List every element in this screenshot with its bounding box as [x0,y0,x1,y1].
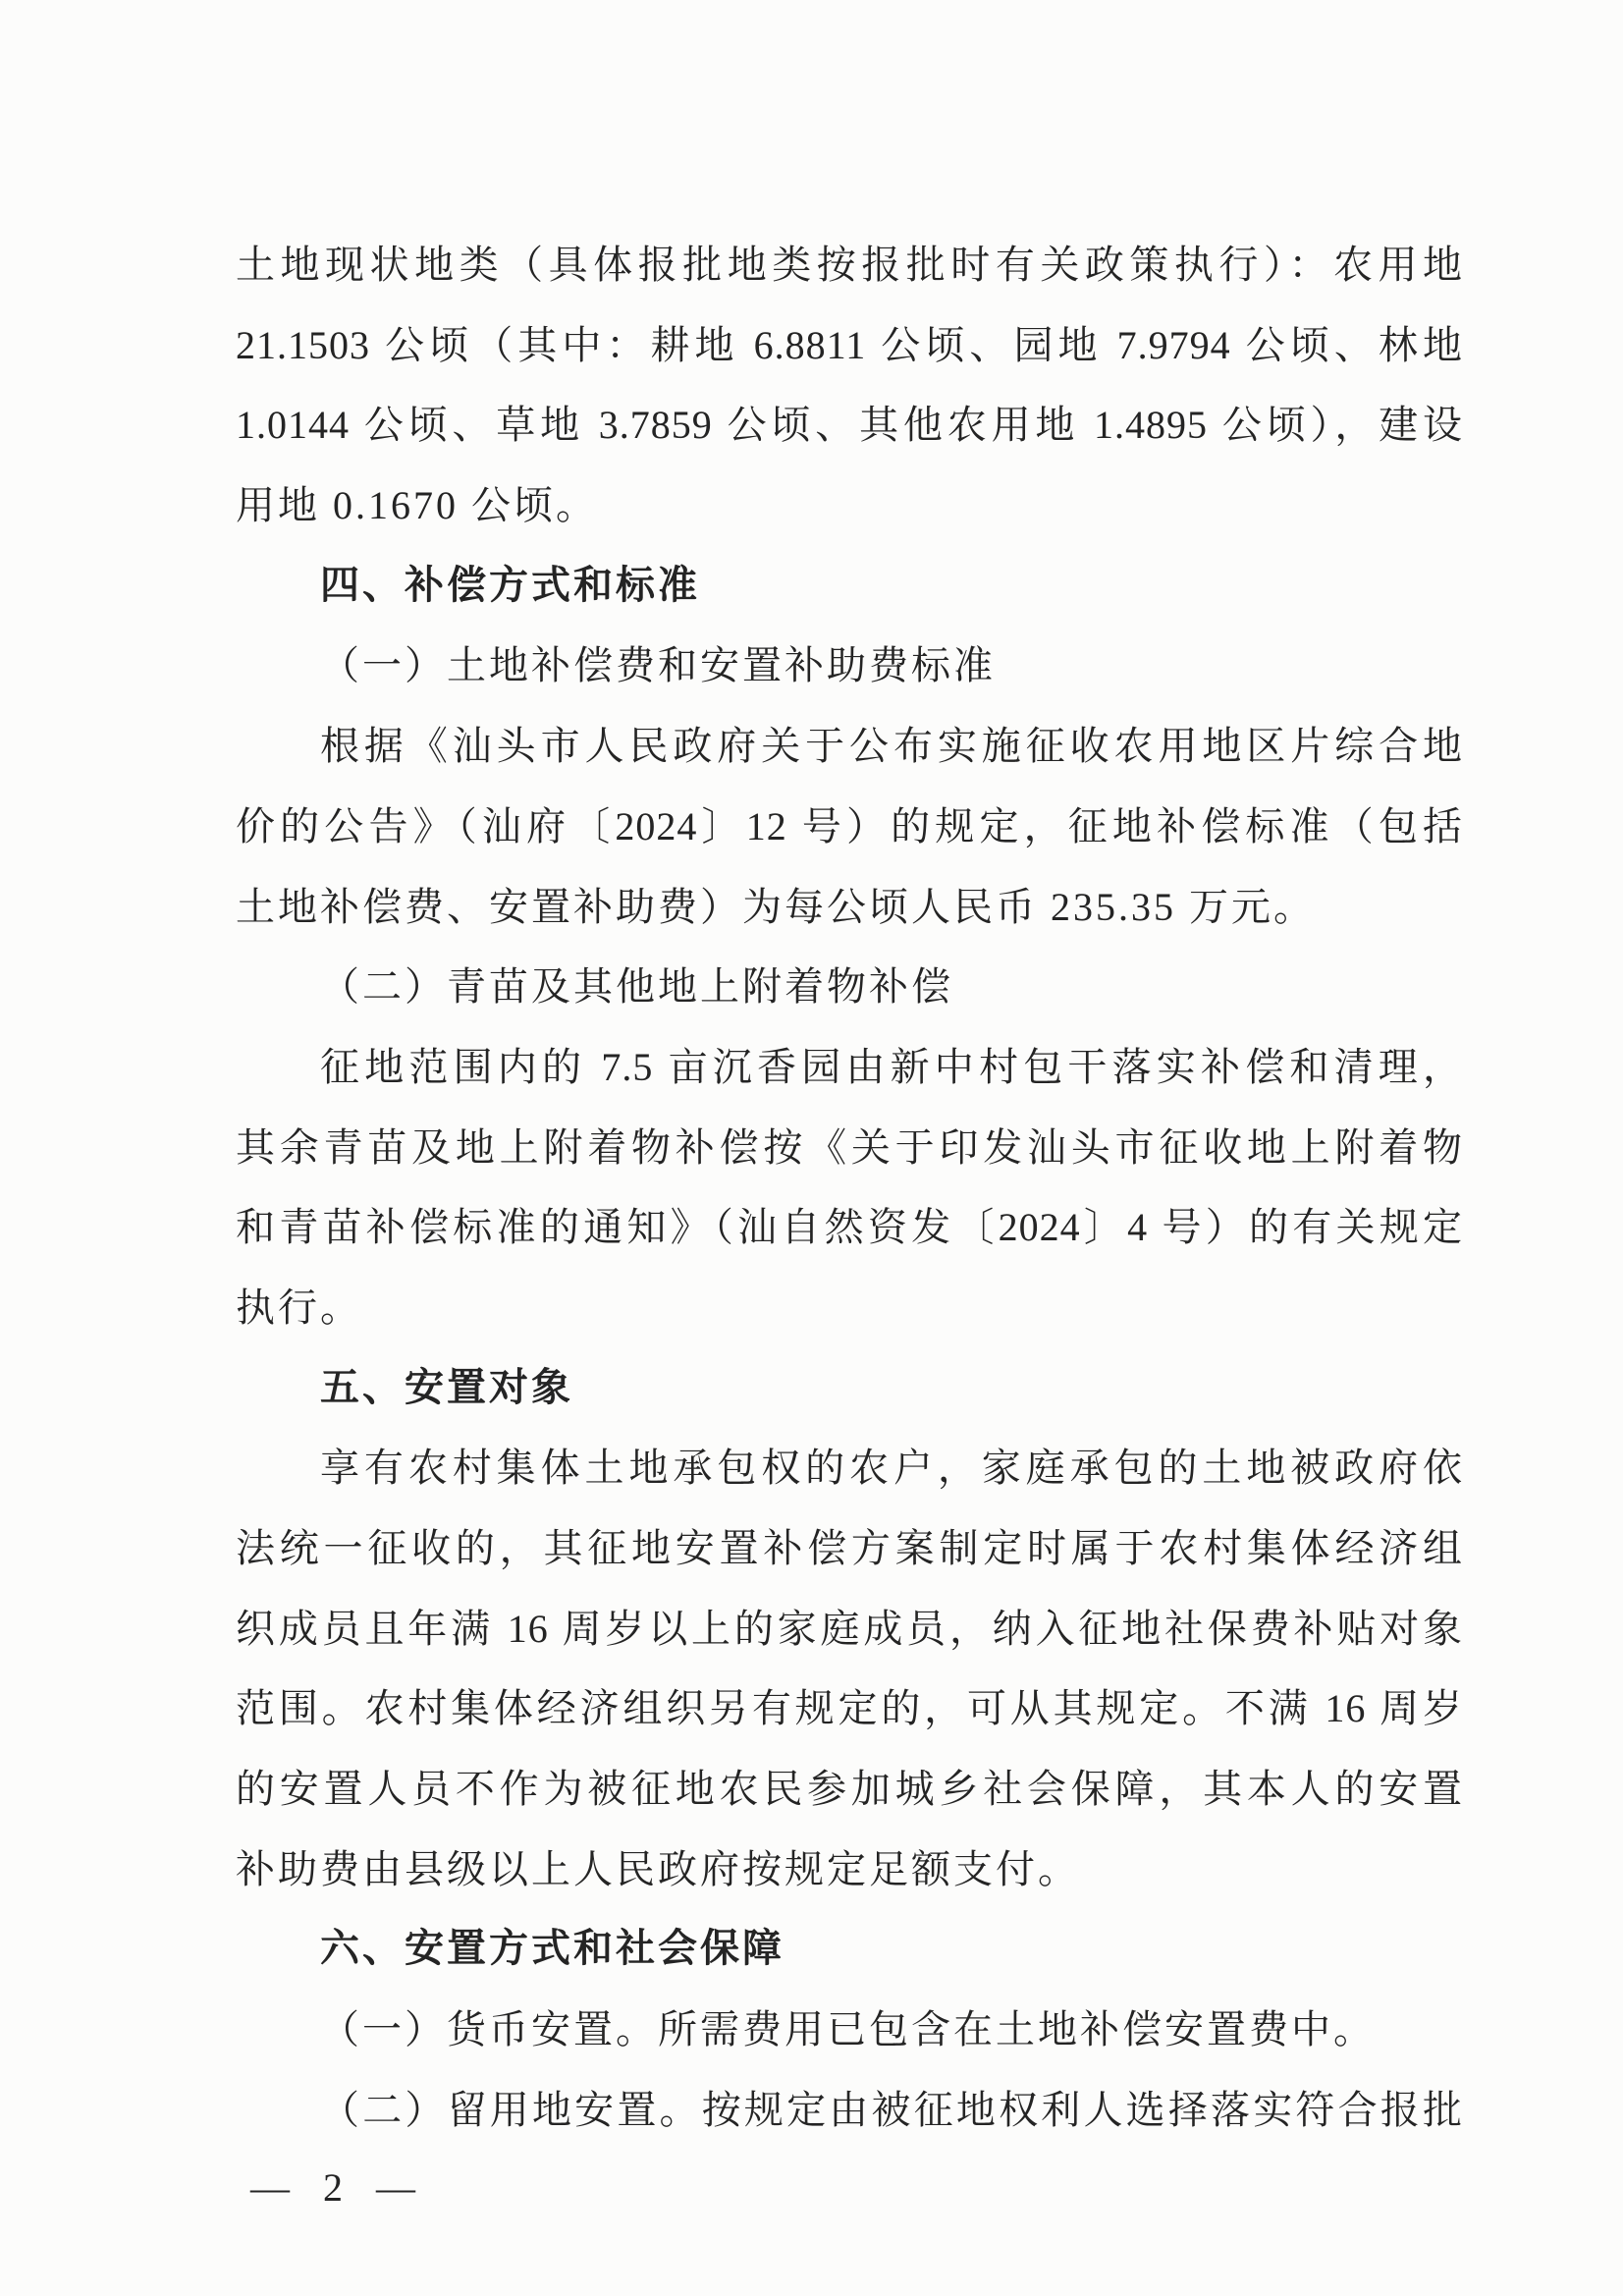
text-line: 织成员且年满 16 周岁以上的家庭成员，纳入征地社保费补贴对象 [236,1606,1463,1651]
page-number: — 2 — [250,2165,415,2210]
text-line: 范围。农村集体经济组织另有规定的，可从其规定。不满 16 周岁 [236,1686,1463,1731]
text-line: 享有农村集体土地承包权的农户，家庭承包的土地被政府依 [320,1446,1463,1491]
paragraph-resettlement-targets [236,1428,1463,1909]
text-line: 补助费由县级以上人民政府按规定足额支付。 [236,1846,1080,1891]
document-body [236,225,1463,2151]
text-line: 价的公告》（汕府〔2024〕12 号）的规定，征地补偿标准（包括 [236,803,1463,848]
text-line: 征地范围内的 7.5 亩沉香园由新中村包干落实补偿和清理， [320,1044,1463,1089]
paragraph-land-types [236,225,1463,546]
text-line: 土地现状地类（具体报批地类按报批时有关政策执行）：农用地 [236,243,1463,287]
section-heading-resettlement-methods: 六、安置方式和社会保障 [320,1926,784,1972]
text-line: 21.1503 公顷（其中：耕地 6.8811 公顷、园地 7.9794 公顷、林地 [236,322,1463,367]
text-line: 其余青苗及地上附着物补偿按《关于印发汕头市征收地上附着物 [236,1124,1463,1170]
item-monetary-resettlement: （一）货币安置。所需费用已包含在土地补偿安置费中。 [320,2007,1376,2052]
text-line: 和青苗补偿标准的通知》（汕自然资发〔2024〕4 号）的有关规定 [236,1205,1463,1250]
paragraph-crops-attachments [236,1027,1463,1348]
text-line: 土地补偿费、安置补助费）为每公顷人民币 235.35 万元。 [236,884,1316,929]
text-line: 执行。 [236,1285,362,1330]
text-line: 的安置人员不作为被征地农民参加城乡社会保障，其本人的安置 [236,1767,1463,1812]
text-line: 用地 0.1670 公顷。 [236,483,598,528]
section-heading-resettlement-targets: 五、安置对象 [320,1364,573,1410]
text-line: 根据《汕头市人民政府关于公布实施征收农用地区片综合地 [320,724,1463,769]
item-reserved-land-resettlement: （二）留用地安置。按规定由被征地权利人选择落实符合报批 [320,2087,1463,2132]
sub-heading-crops-attachments: （二）青苗及其他地上附着物补偿 [320,964,953,1010]
text-line: 法统一征收的，其征地安置补偿方案制定时属于农村集体经济组 [236,1526,1463,1570]
text-line: 1.0144 公顷、草地 3.7859 公顷、其他农用地 1.4895 公顷），建设 [236,403,1463,448]
sub-heading-land-compensation: （一）土地补偿费和安置补助费标准 [320,643,996,688]
section-heading-compensation: 四、补偿方式和标准 [320,562,700,608]
paragraph-compensation-standard [236,706,1463,947]
